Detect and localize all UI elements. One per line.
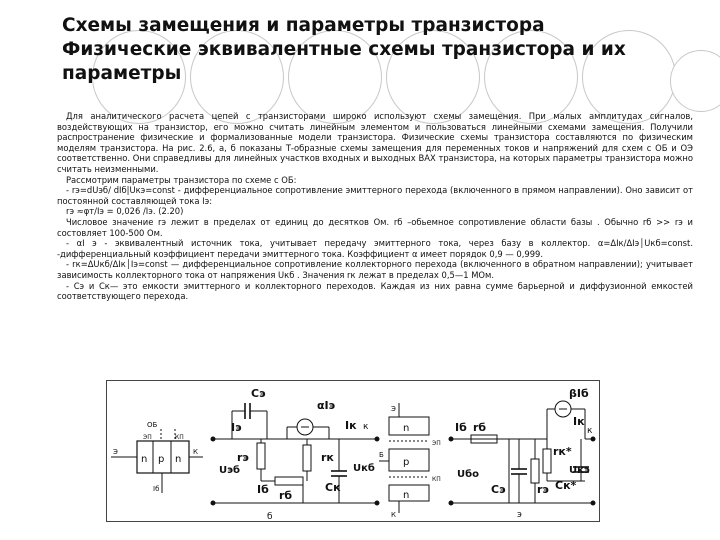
- label-k: К: [193, 448, 198, 456]
- paragraph: Числовое значение rэ лежит в пределах от единиц до десятков Ом. rб –обьемное сопротивление области базы . Обычно rб >> rэ и состовляет 100-500 Ом.: [57, 216, 693, 238]
- label-ib: Iб: [153, 485, 160, 493]
- label-rk: rк*: [553, 445, 572, 458]
- paragraph: Рассмотрим параметры транзистора по схеме с ОБ:: [66, 174, 297, 185]
- label-re: rэ: [537, 483, 549, 496]
- paragraph: - Cэ и Cк— это емкости эмиттерного и коллекторного переходов. Каждая из них равна сумме барьерной и диффузионной емкостей соответствующего перехода.: [57, 280, 693, 302]
- body-text: [57, 111, 693, 302]
- formula: rэ ≈φт/Iэ = 0,026 /Iэ. (2.20): [66, 206, 184, 217]
- title-line: Физические эквивалентные схемы транзистора и их: [62, 39, 626, 60]
- label-aie: αIэ: [317, 399, 336, 412]
- label-p: p: [403, 457, 410, 468]
- circuit-common-emitter: [449, 387, 595, 520]
- label-ce: Cэ: [491, 483, 506, 496]
- label-re: rэ: [237, 451, 249, 464]
- transistor-structure-ob: [111, 421, 203, 493]
- label-ck: Cк*: [555, 479, 577, 492]
- equivalent-circuit-figure: [106, 380, 600, 522]
- label-ik: Iк: [345, 419, 357, 432]
- paragraph: - αI э - эквивалентный источник тока, учитывает передачу эмиттерного тока, через базу в коллектор. α=ΔIк/ΔIэ│Uкб=const. -дифференциальный коэффициент передачи эмиттерного тока. Коэффициент α имеет порядок 0,9 — 0,999.: [57, 238, 693, 259]
- page-title: [62, 14, 702, 86]
- label-ck: Cк: [325, 481, 341, 494]
- label-n: n: [403, 490, 410, 501]
- label-rb: rб: [473, 421, 487, 434]
- label-n: n: [141, 454, 148, 465]
- label-e: Э: [391, 405, 396, 413]
- label-bib: βIб: [569, 387, 589, 400]
- label-ib: Iб: [455, 421, 467, 434]
- label-ukb: Uкб: [353, 463, 375, 474]
- label-k: к: [587, 426, 593, 436]
- label-ep: ЭП: [143, 434, 152, 441]
- label-kp: КП: [175, 434, 184, 441]
- paragraph: Для аналитического расчета цепей с транзисторами широко используют схемы замещения. При малых амплитудах сигналов, воздействующих на транзистор, его можно считать линейным элементом и пользоваться линейными схемами замещения. Получили распространение физические и формализованные модели транзистора. Физические схемы транзистора составляются по физическим моделям транзистора. На рис. 2.6, а, б показаны Т-образные схемы замещения для переменных токов и напряжений для схем с ОБ и ОЭ соответственно. Они справедливы для линейных участков входных и выходных ВАХ транзистора, на которых параметры транзистора можно считать неизменными.: [57, 111, 693, 174]
- label-ce: Cэ: [251, 387, 266, 400]
- label-b: Б: [379, 451, 384, 459]
- label-ueb: Uэб: [219, 465, 241, 476]
- label-ubo: Uбо: [457, 469, 479, 480]
- label-k: К: [391, 511, 396, 519]
- label-rk: rк: [321, 451, 334, 464]
- label-kp: КП: [432, 476, 441, 483]
- label-rb: rб: [279, 489, 293, 502]
- paragraph: - rэ=dUэб/ dIб|Uкэ=const - дифференциальное сопротивление эмиттерного перехода (включенного в прямом направлении). Оно зависит от постоянной составляющей тока Iэ:: [57, 185, 693, 206]
- label-n: n: [403, 423, 410, 434]
- label-b: б: [267, 512, 273, 521]
- label-ik: Iк: [573, 415, 585, 428]
- label-p: p: [158, 454, 165, 465]
- title-line: Схемы замещения и параметры транзистора: [62, 15, 545, 36]
- label-ib: Iб: [257, 483, 269, 496]
- paragraph: - rк=ΔUкб/ΔIк│Iэ=const — дифференциальное сопротивление коллекторного перехода (включенного в обратном направлении); учитывает зависимость коллекторного тока от напряжения Uкб . Значения rк лежат в пределах 0,5—1 МОм.: [57, 259, 693, 280]
- label-n: n: [175, 454, 182, 465]
- label-ob: ОБ: [147, 421, 158, 429]
- label-e: э: [517, 510, 522, 520]
- label-uke: Uкэ: [569, 465, 590, 476]
- label-e: Э: [113, 448, 118, 456]
- circuit-common-base: [211, 387, 379, 521]
- label-k: к: [363, 422, 369, 432]
- title-line: параметры: [62, 63, 182, 84]
- label-ie: Iэ: [231, 421, 242, 434]
- transistor-structure-oe: [379, 403, 441, 519]
- label-ep: ЭП: [432, 440, 441, 447]
